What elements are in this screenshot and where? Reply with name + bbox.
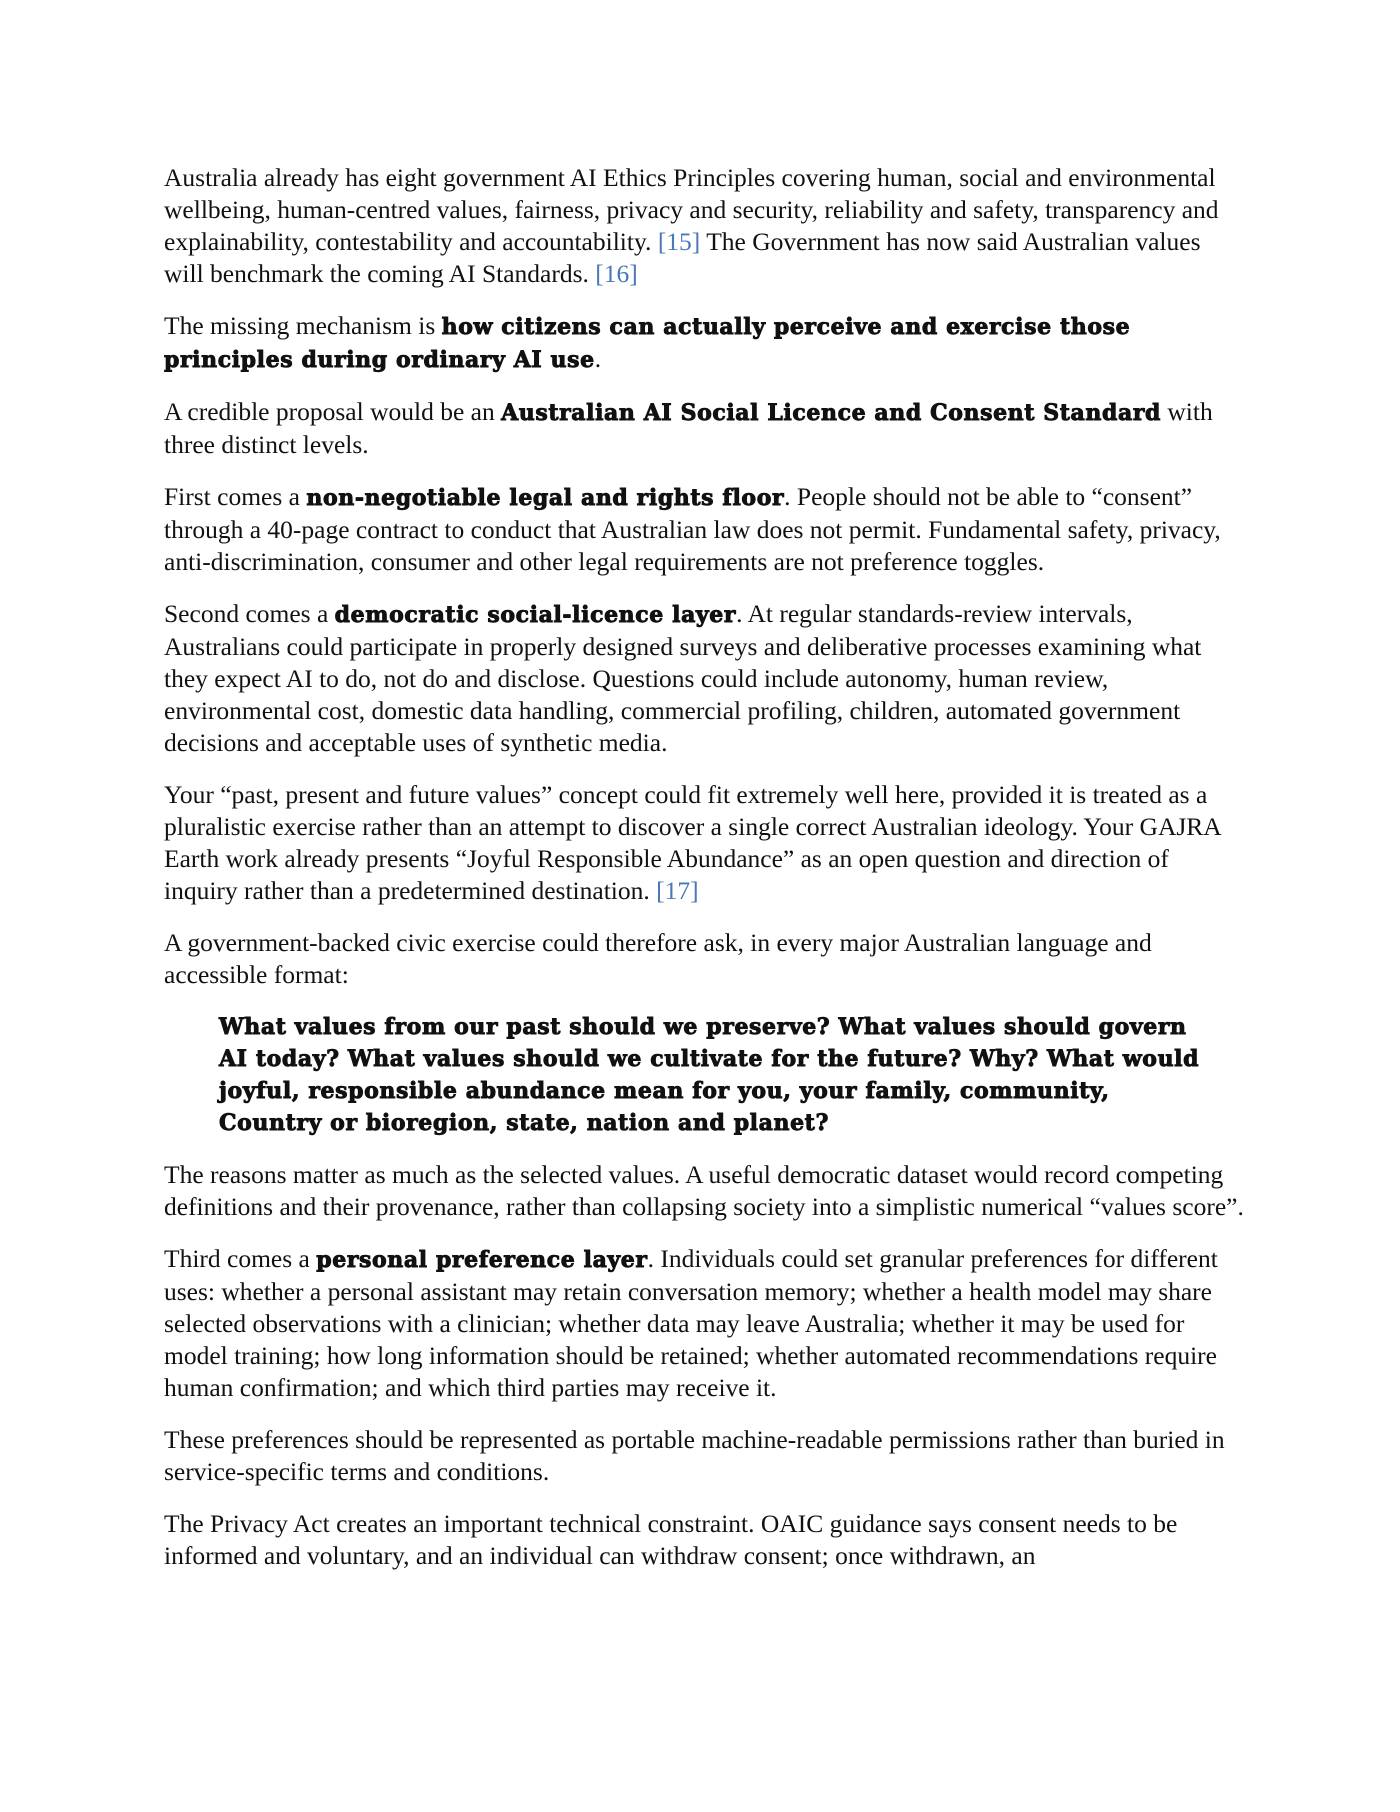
paragraph-reasons (164, 1159, 1244, 1223)
citation-link-17[interactable]: [17] (656, 876, 699, 905)
paragraph-personal-preference (164, 1243, 1244, 1404)
paragraph-legal-floor (164, 481, 1244, 578)
paragraph-text: Your “past, present and future values” concept could fit extremely well here, provided it is treated as a pluralistic exercise rather than an attempt to discover a single correct Australian ideology. Your GAJRA Earth work already presents “Joyful Responsible Abundance” as an open question and direction of inquiry rather than a predetermined destination. (164, 780, 1221, 905)
paragraph-text: Australia already has eight government AI Ethics Principles covering human, social and environmental wellbeing, human-centred values, fairness, privacy and security, reliability and safety, transparency and explainability, contestability and accountability. (164, 163, 1219, 256)
paragraph-text: . At regular standards-review intervals, Australians could participate in properly designed surveys and deliberative processes examining what they expect AI to do, not do and disclose. Questions could include autonomy, human review, environmental cost, domestic data handling, commercial profiling, children, automated government decisions and acceptable uses of synthetic media. (164, 599, 1202, 757)
paragraph-text: Second comes a (164, 599, 335, 628)
bold-phrase: Australian AI Social Licence and Consent Standard (501, 400, 1162, 426)
citation-link-16[interactable]: [16] (595, 259, 638, 288)
document-page (164, 162, 1244, 1592)
paragraph-text: The Privacy Act creates an important technical constraint. OAIC guidance says consent needs to be informed and voluntary, and an individual can withdraw consent; once withdrawn, an (164, 1509, 1178, 1570)
block-quote-questions: What values from our past should we preserve? What values should govern AI today? What values should we cultivate for the future? Why? What would joyful, responsible abundance mean for you, your family, community, Country or bioregion, state, nation and planet? (219, 1014, 1200, 1136)
paragraph-text: The reasons matter as much as the selected values. A useful democratic dataset would record competing definitions and their provenance, rather than collapsing society into a simplistic numerical “values score”. (164, 1160, 1244, 1221)
paragraph-text: These preferences should be represented as portable machine-readable permissions rather than buried in service-specific terms and conditions. (164, 1425, 1225, 1486)
paragraph-credible-proposal (164, 396, 1244, 461)
paragraph-portable-permissions (164, 1424, 1244, 1488)
bold-phrase: how citizens can actually perceive and exercise those principles during ordinary AI use (164, 314, 1131, 373)
paragraph-text: . Individuals could set granular preferences for different uses: whether a personal assistant may retain conversation memory; whether a health model may share selected observations with a clinician; whether data may leave Australia; whether it may be used for model training; how long information should be retained; whether automated recommendations require human confirmation; and which third parties may receive it. (164, 1244, 1218, 1402)
paragraph-text: with three distinct levels. (164, 397, 1213, 459)
paragraph-missing-mechanism (164, 310, 1244, 376)
bold-phrase: non-negotiable legal and rights floor (306, 485, 785, 511)
paragraph-text: A credible proposal would be an (164, 397, 502, 426)
paragraph-text: The Government has now said Australian values will benchmark the coming AI Standards. (164, 227, 1201, 288)
paragraph-text: First comes a (164, 482, 307, 511)
paragraph-text: . People should not be able to “consent” through a 40-page contract to conduct that Australian law does not permit. Fundamental safety, privacy, anti-discrimination, consumer and other legal requirements are not preference toggles. (164, 482, 1221, 576)
paragraph-values-concept (164, 779, 1244, 907)
paragraph-text: . (594, 344, 602, 373)
paragraph-civic-exercise (164, 927, 1244, 991)
paragraph-privacy-act (164, 1508, 1244, 1572)
paragraph-ethics-principles (164, 162, 1244, 290)
citation-link-15[interactable]: [15] (657, 227, 701, 256)
bold-phrase: personal preference layer (316, 1247, 648, 1273)
paragraph-text: Third comes a (164, 1244, 317, 1273)
bold-phrase: democratic social-licence layer (334, 602, 737, 628)
paragraph-text: A government-backed civic exercise could therefore ask, in every major Australian language and accessible format: (164, 928, 1152, 989)
paragraph-text: The missing mechanism is (164, 311, 442, 340)
paragraph-social-licence (164, 598, 1244, 759)
